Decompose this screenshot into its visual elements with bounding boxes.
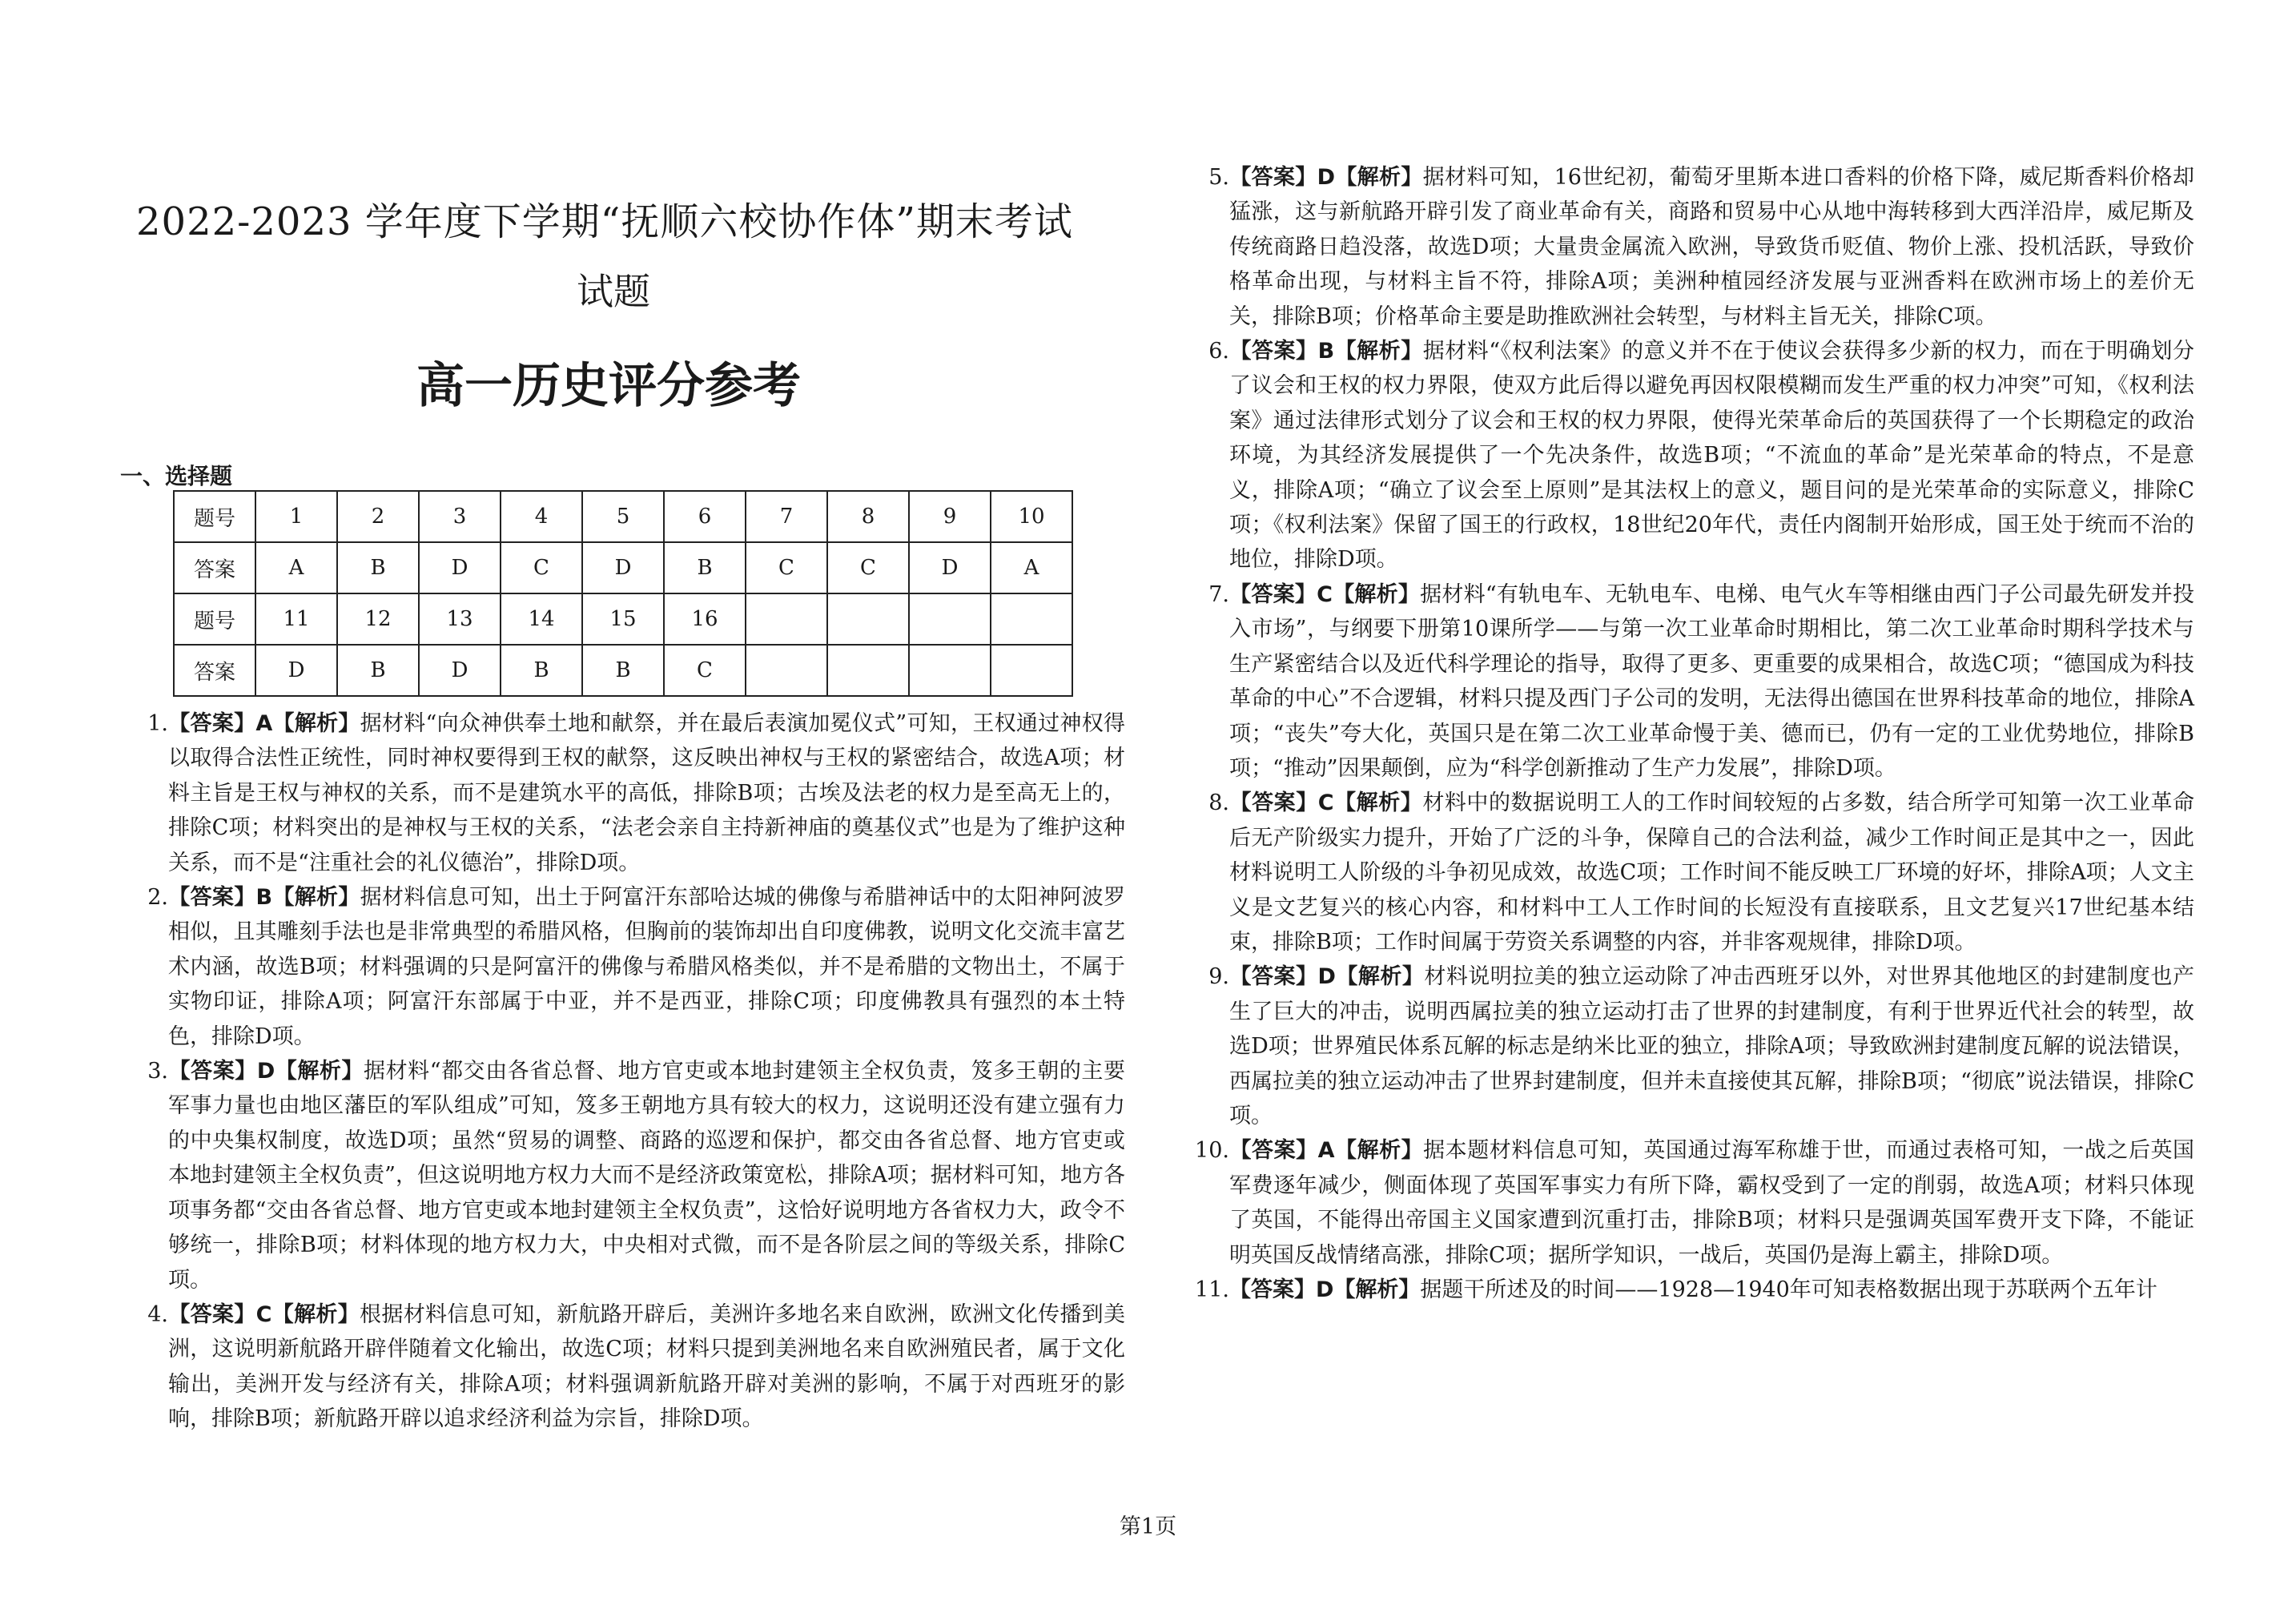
exam-title-suffix: 试题: [577, 270, 650, 313]
answer-table-cell: C: [746, 542, 827, 593]
answer-table-cell: 7: [746, 491, 827, 542]
answer-table-cell: 9: [909, 491, 991, 542]
explanation-item: [132, 1054, 1125, 1297]
answer-table-cell: B: [664, 542, 746, 593]
answer-table-row-header: 题号: [174, 491, 255, 542]
answer-table-cell: 8: [827, 491, 909, 542]
answer-label: 【答案】D【解析】: [1229, 165, 1423, 190]
question-number: 2.: [147, 885, 168, 911]
answer-label: 【答案】D【解析】: [1229, 1277, 1421, 1302]
answer-table-cell: 16: [664, 593, 746, 645]
answer-table-cell: C: [501, 542, 582, 593]
explanation-item: [1193, 160, 2194, 334]
answer-table-row-header: 题号: [174, 593, 255, 645]
question-number: 6.: [1208, 339, 1229, 364]
answer-table-cell: 1: [255, 491, 337, 542]
answer-table-cell: [991, 593, 1072, 645]
answer-table-cell: [746, 593, 827, 645]
explanation-item: [132, 1297, 1125, 1437]
question-number: 5.: [1208, 165, 1229, 190]
answer-table-cell: C: [827, 542, 909, 593]
answer-table-cell: [746, 645, 827, 696]
section-heading: 一、选择题: [120, 463, 233, 489]
question-number: 7.: [1208, 581, 1229, 607]
explanation-item: [1193, 577, 2194, 786]
question-number: 1.: [147, 711, 168, 736]
answer-table-cell: 12: [337, 593, 419, 645]
answer-table-row: [174, 645, 1072, 696]
explanation-text: 据本题材料信息可知，英国通过海军称雄于世，而通过表格可知，一战之后英国军费逐年减少，侧面体现了英国军事实力有所下降，霸权受到了一定的削弱，故选A项；材料只体现了英国，不能得出帝国主义国家遭到沉重打击，排除B项；材料只是强调英国军费开支下降，不能证明英国反战情绪高涨，排除C项；据所学知识，一战后，英国仍是海上霸主，排除D项。: [1229, 1138, 2194, 1268]
answer-table-cell: 4: [501, 491, 582, 542]
question-number: 3.: [147, 1059, 168, 1084]
answer-table-cell: 11: [255, 593, 337, 645]
answer-label: 【答案】A【解析】: [1229, 1138, 1424, 1164]
answer-table-row: [174, 491, 1072, 542]
explanation-text: 据材料“《权利法案》的意义并不在于使议会获得多少新的权力，而在于明确划分了议会和王权的权力界限，使双方此后得以避免再因权限模糊而发生严重的权力冲突”可知，《权利法案》通过法律形式划分了议会和王权的权力界限，使得光荣革命后的英国获得了一个长期稳定的政治环境，为其经济发展提供了一个先决条件，故选B项；“不流血的革命”是光荣革命的特点，不是意义，排除A项；“确立了议会至上原则”是其法权上的意义，题目问的是光荣革命的实际意义，排除C项；《权利法案》保留了国王的行政权，18世纪20年代，责任内阁制开始形成，国王处于统而不治的地位，排除D项。: [1229, 339, 2194, 573]
explanation-item: [1193, 1133, 2194, 1273]
answer-table-cell: B: [582, 645, 664, 696]
question-number: 4.: [147, 1301, 168, 1327]
answer-table-row: [174, 593, 1072, 645]
explanation-item: [1193, 786, 2194, 959]
answer-table-cell: [827, 593, 909, 645]
answer-table-cell: [827, 645, 909, 696]
explanation-text: 据材料信息可知，出土于阿富汗东部哈达城的佛像与希腊神话中的太阳神阿波罗相似，且其雕刻手法也是非常典型的希腊风格，但胸前的装饰却出自印度佛教，说明文化交流丰富艺术内涵，故选B项；材料强调的只是阿富汗的佛像与希腊风格类似，并不是希腊的文物出土，不属于实物印证，排除A项；阿富汗东部属于中亚，并不是西亚，排除C项；印度佛教具有强烈的本土特色，排除D项。: [168, 885, 1125, 1049]
answer-table-cell: D: [909, 542, 991, 593]
explanation-text: 据材料可知，16世纪初，葡萄牙里斯本进口香料的价格下降，威尼斯香料价格却猛涨，这与新航路开辟引发了商业革命有关，商路和贸易中心从地中海转移到大西洋沿岸，威尼斯及传统商路日趋没落，故选D项；大量贵金属流入欧洲，导致货币贬值、物价上涨、投机活跃，导致价格革命出现，与材料主旨不符，排除A项；美洲种植园经济发展与亚洲香料在欧洲市场上的差价无关，排除B项；价格革命主要是助推欧洲社会转型，与材料主旨无关，排除C项。: [1229, 165, 2194, 329]
answer-table-cell: D: [582, 542, 664, 593]
answer-table-row-header: 答案: [174, 542, 255, 593]
answer-table-cell: C: [664, 645, 746, 696]
explanation-item: [1193, 1273, 2194, 1307]
answer-label: 【答案】B【解析】: [168, 885, 360, 911]
answer-table-cell: [991, 645, 1072, 696]
answer-table-cell: B: [501, 645, 582, 696]
answer-table-cell: 2: [337, 491, 419, 542]
answer-table-cell: D: [419, 645, 501, 696]
answer-label: 【答案】A【解析】: [168, 711, 360, 736]
answer-table-row-header: 答案: [174, 645, 255, 696]
explanation-text: 据题干所述及的时间——1928—1940年可知表格数据出现于苏联两个五年计: [1420, 1277, 2157, 1302]
explanation-item: [132, 706, 1125, 880]
question-number: 9.: [1208, 964, 1229, 990]
explanation-text: 材料中的数据说明工人的工作时间较短的占多数，结合所学可知第一次工业革命后无产阶级实力提升，开始了广泛的斗争，保障自己的合法利益，减少工作时间正是其中之一，因此材料说明工人阶级的斗争初见成效，故选C项；工作时间不能反映工厂环境的好坏，排除A项；人文主义是文艺复兴的核心内容，和材料中工人工作时间的长短没有直接联系，且文艺复兴17世纪基本结束，排除B项；工作时间属于劳资关系调整的内容，并非客观规律，排除D项。: [1229, 790, 2194, 955]
answer-table-cell: [909, 593, 991, 645]
answer-table-cell: B: [337, 645, 419, 696]
question-number: 10.: [1195, 1138, 1229, 1164]
explanation-text: 据材料“都交由各省总督、地方官吏或本地封建领主全权负责，笈多王朝的主要军事力量也由地区藩臣的军队组成”可知，笈多王朝地方具有较大的权力，这说明还没有建立强有力的中央集权制度，故选D项；虽然“贸易的调整、商路的巡逻和保护，都交由各省总督、地方官吏或本地封建领主全权负责”，但这说明地方权力大而不是经济政策宽松，排除A项；据材料可知，地方各项事务都“交由各省总督、地方官吏或本地封建领主全权负责”，这恰好说明地方各省权力大，政令不够统一，排除B项；材料体现的地方权力大，中央相对式微，而不是各阶层之间的等级关系，排除C项。: [168, 1059, 1125, 1293]
answer-table-cell: 6: [664, 491, 746, 542]
question-number: 11.: [1195, 1277, 1229, 1302]
explanation-item: [1193, 334, 2194, 577]
right-column: [1193, 160, 2194, 1307]
explanation-text: 据材料“向众神供奉土地和献祭，并在最后表演加冕仪式”可知，王权通过神权得以取得合法性正统性，同时神权要得到王权的献祭，这反映出神权与王权的紧密结合，故选A项；材料主旨是王权与神权的关系，而不是建筑水平的高低，排除B项；古埃及法老的权力是至高无上的，排除C项；材料突出的是神权与王权的关系，“法老会亲自主持新神庙的奠基仪式”也是为了维护这种关系，而不是“注重社会的礼仪德治”，排除D项。: [168, 711, 1125, 875]
answer-table-cell: 3: [419, 491, 501, 542]
answer-table-cell: D: [255, 645, 337, 696]
answer-table-cell: 14: [501, 593, 582, 645]
left-column: [132, 706, 1125, 1437]
question-number: 8.: [1208, 790, 1229, 816]
answer-table-cell: B: [337, 542, 419, 593]
explanation-text: 据材料“有轨电车、无轨电车、电梯、电气火车等相继由西门子公司最先研发并投入市场”，与纲要下册第10课所学——与第一次工业革命时期相比，第二次工业革命时期科学技术与生产紧密结合以及近代科学理论的指导，取得了更多、更重要的成果相合，故选C项；“德国成为科技革命的中心”不合逻辑，材料只提及西门子公司的发明，无法得出德国在世界科技革命的地位，排除A项；“丧失”夸大化，英国只是在第二次工业革命慢于美、德而已，仍有一定的工业优势地位，排除B项；“推动”因果颠倒，应为“科学创新推动了生产力发展”，排除D项。: [1229, 581, 2194, 781]
answer-label: 【答案】C【解析】: [1229, 581, 1421, 607]
exam-title: 2022-2023 学年度下学期“抚顺六校协作体”期末考试: [136, 199, 1073, 244]
answer-table-cell: [909, 645, 991, 696]
answer-label: 【答案】D【解析】: [1229, 964, 1425, 990]
explanation-item: [132, 880, 1125, 1054]
answer-table-cell: 5: [582, 491, 664, 542]
answer-table-cell: 13: [419, 593, 501, 645]
answer-table-cell: 10: [991, 491, 1072, 542]
answer-table-cell: D: [419, 542, 501, 593]
answer-table-cell: 15: [582, 593, 664, 645]
page-number: 第1页: [1119, 1514, 1177, 1539]
answer-table-row: [174, 542, 1072, 593]
answer-label: 【答案】C【解析】: [168, 1301, 360, 1327]
answer-label: 【答案】C【解析】: [1229, 790, 1423, 816]
explanation-text: 根据材料信息可知，新航路开辟后，美洲许多地名来自欧洲，欧洲文化传播到美洲，这说明新航路开辟伴随着文化输出，故选C项；材料只提到美洲地名来自欧洲殖民者，属于文化输出，美洲开发与经济有关，排除A项；材料强调新航路开辟对美洲的影响，不属于对西班牙的影响，排除B项；新航路开辟以追求经济利益为宗旨，排除D项。: [168, 1301, 1125, 1432]
document-subtitle: 高一历史评分参考: [416, 358, 801, 414]
answer-label: 【答案】B【解析】: [1229, 339, 1423, 364]
answer-table-cell: A: [991, 542, 1072, 593]
explanation-text: 材料说明拉美的独立运动除了冲击西班牙以外，对世界其他地区的封建制度也产生了巨大的冲击，说明西属拉美的独立运动打击了世界的封建制度，有利于世界近代社会的转型，故选D项；世界殖民体系瓦解的标志是纳米比亚的独立，排除A项；导致欧洲封建制度瓦解的说法错误，西属拉美的独立运动冲击了世界封建制度，但并未直接使其瓦解，排除B项；“彻底”说法错误，排除C项。: [1229, 964, 2195, 1128]
answer-label: 【答案】D【解析】: [168, 1059, 364, 1084]
explanation-item: [1193, 959, 2194, 1133]
answer-table: [173, 490, 1073, 697]
answer-table-cell: A: [255, 542, 337, 593]
